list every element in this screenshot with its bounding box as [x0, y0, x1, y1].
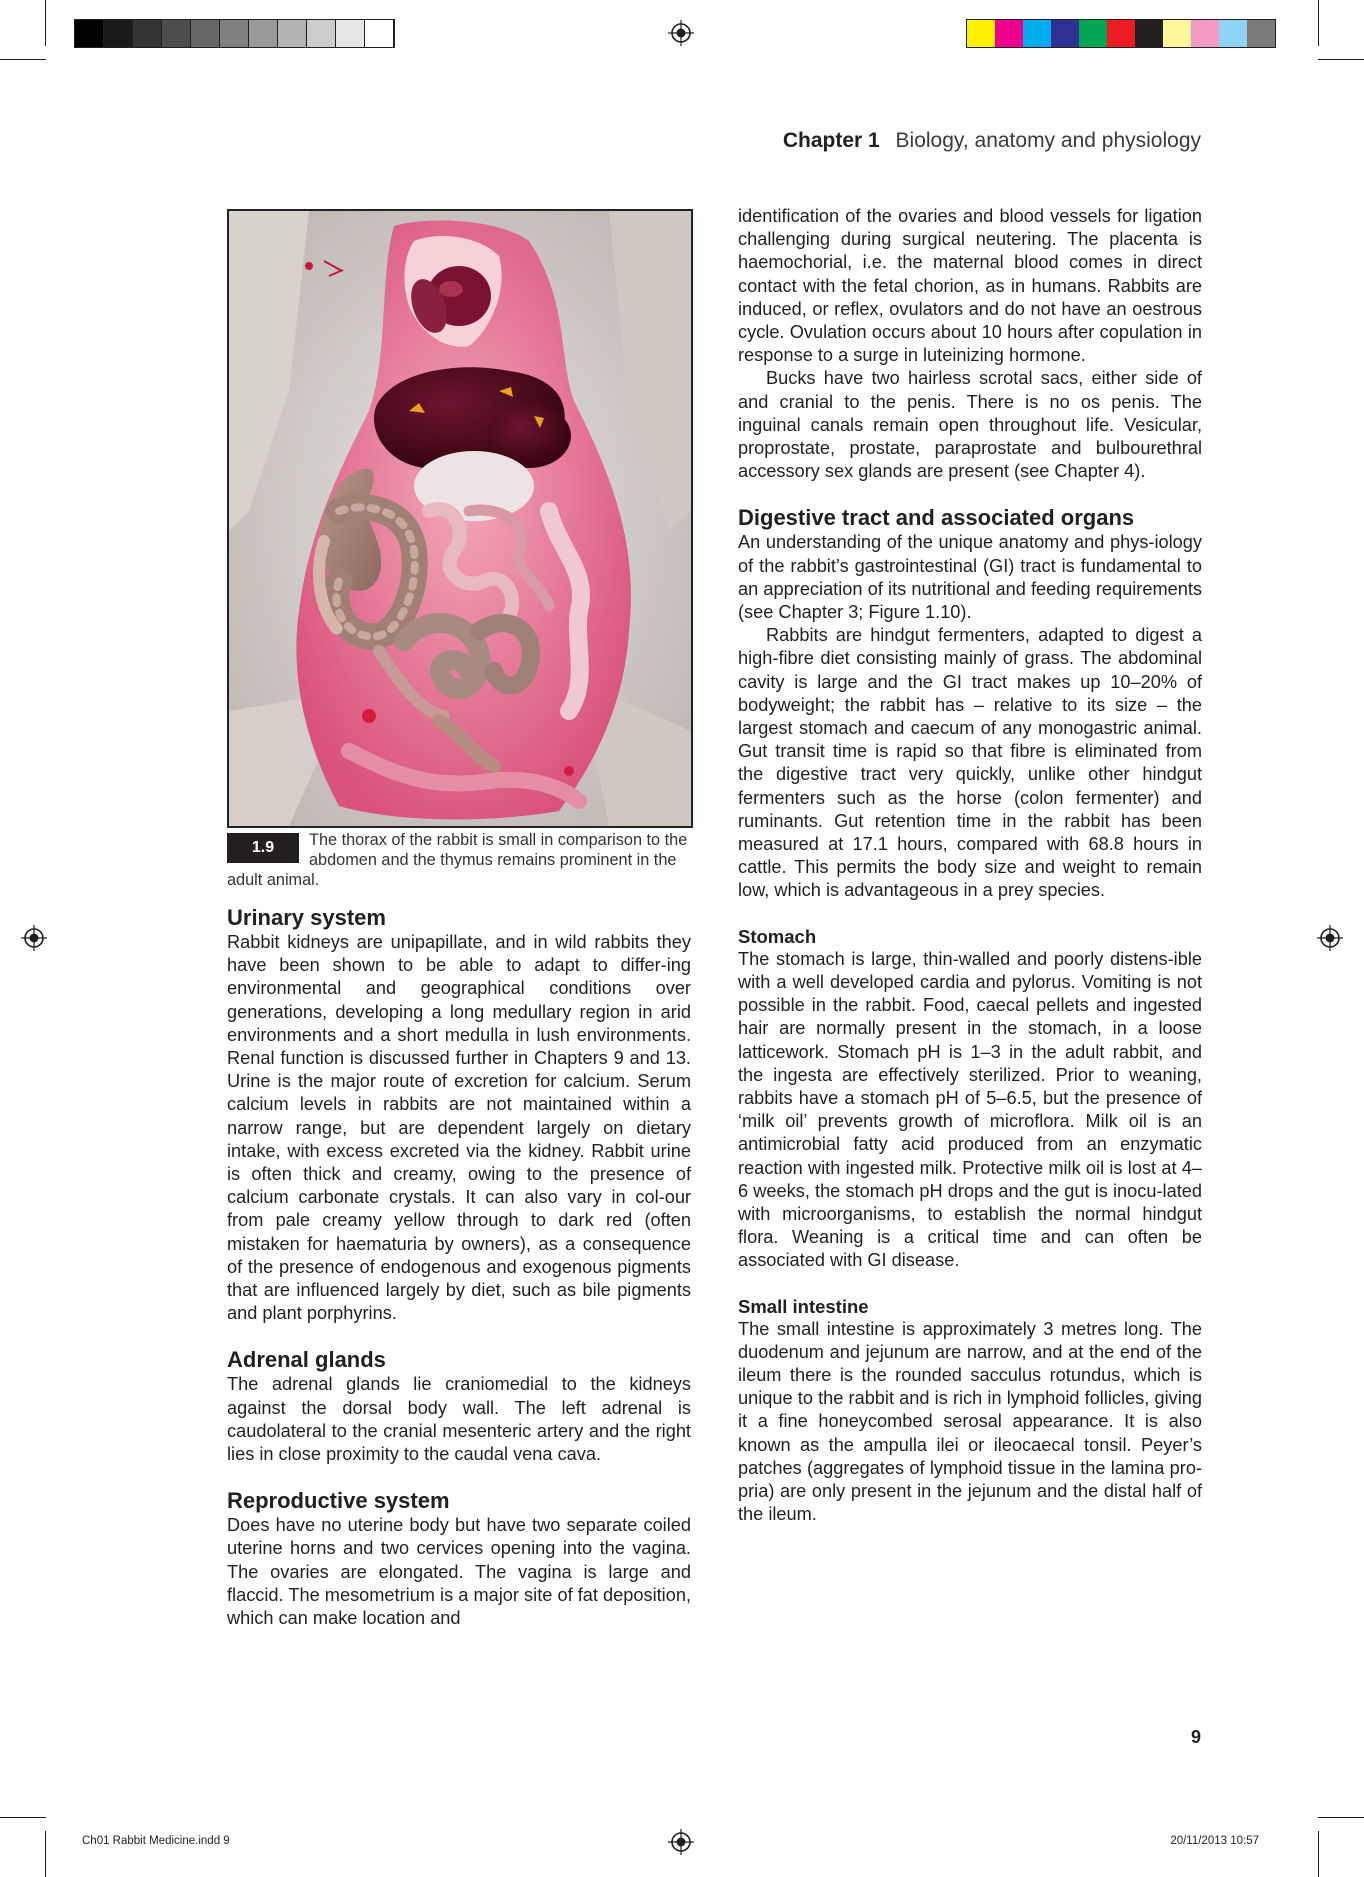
color-swatch — [1051, 20, 1079, 47]
crop-mark — [45, 0, 46, 46]
grey-swatch — [365, 20, 394, 47]
running-head — [783, 129, 1201, 153]
paragraph: Rabbit kidneys are unipapillate, and in wild rabbits they have been shown to be able to adapt to differ-ing environmental and geographical conditions over generations, developing a long medullary region in arid environments and a short medulla in lush environments. Renal function is discussed further in Chapters 9 and 13. Urine is the major route of excretion for calcium. Serum calcium levels in rabbits are not maintained within a narrow range, but are dependent largely on dietary intake, with excess excreted via the kidney. Rabbit urine is often thick and creamy, owing to the presence of calcium carbonate crystals. It can also vary in col-our from pale creamy yellow through to dark red (often mistaken for haematuria by owners), as a consequence of the presence of endogenous and exogenous pigments that are influenced largely by diet, such as bile pigments and plant porphyrins. — [227, 932, 691, 1324]
chapter-label: Chapter 1 — [782, 129, 880, 152]
grey-swatch — [75, 20, 104, 47]
left-column — [227, 905, 691, 1630]
section-heading-adrenal: Adrenal glands — [227, 1347, 386, 1373]
paragraph: Bucks have two hairless scrotal sacs, either side of and cranial to the penis. There is no os penis. The inguinal canals remain open throughout life. Vesicular, proprostate, prostate, paraprostate and bulbourethral accessory sex glands are present (see Chapter 4). — [738, 368, 1202, 482]
color-swatch — [1135, 20, 1163, 47]
grey-swatch — [278, 20, 307, 47]
crop-mark — [0, 59, 46, 60]
registration-mark-icon — [21, 925, 47, 951]
paragraph: An understanding of the unique anatomy and phys-iology of the rabbit’s gastrointestinal (GI) tract is fundamental to an appreciation of its nutritional and feeding requirements (see Chapter 3; Figure 1.10). — [738, 532, 1202, 623]
grey-swatch — [336, 20, 365, 47]
color-swatch — [1163, 20, 1191, 47]
paragraph: The adrenal glands lie craniomedial to the kidneys against the dorsal body wall. The left adrenal is caudolateral to the cranial mesenteric artery and the right lies in close proximity to the caudal vena cava. — [227, 1374, 691, 1465]
figure-caption — [227, 830, 693, 890]
greyscale-control-bar — [74, 19, 395, 48]
color-swatch — [1023, 20, 1051, 47]
color-swatch — [1107, 20, 1135, 47]
paragraph: Rabbits are hindgut fermenters, adapted to digest a high-fibre diet consisting mainly of grass. The abdominal cavity is large and the GI tract makes up 10–20% of bodyweight; the rabbit has – relative to its size – the largest stomach and caecum of any monogastric animal. Gut transit time is rapid so that fibre is eliminated from the digestive tract very quickly, unlike other hindgut fermenters such as the horse (colon fermenter) and ruminants. Gut retention time in the rabbit has been measured at 17.1 hours, compared with 68.8 hours in cattle. This permits the body size and weight to remain low, which is advantageous in a prey species. — [738, 625, 1202, 901]
color-control-bar — [966, 19, 1276, 48]
slug-date-info: 20/11/2013 10:57 — [1170, 1835, 1259, 1847]
section-heading-digestive: Digestive tract and associated organs — [738, 505, 1135, 531]
slug-file-info: Ch01 Rabbit Medicine.indd 9 — [82, 1835, 230, 1847]
subheading-stomach: Stomach — [738, 925, 817, 947]
crop-mark — [1318, 0, 1319, 46]
section-heading-reproductive: Reproductive system — [227, 1488, 450, 1514]
grey-swatch — [191, 20, 220, 47]
grey-swatch — [307, 20, 336, 47]
color-swatch — [1079, 20, 1107, 47]
subheading-small-intestine: Small intestine — [738, 1295, 869, 1317]
registration-mark-icon — [1317, 925, 1343, 951]
paragraph: identification of the ovaries and blood vessels for ligation challenging during surgical neutering. The placenta is haemochorial, i.e. the maternal blood comes in direct contact with the fetal chorion, as in humans. Rabbits are induced, or reflex, ovulators and do not have an oestrous cycle. Ovulation occurs about 10 hours after copulation in response to a surge in luteinizing hormone. — [738, 206, 1202, 366]
crop-mark — [1318, 1831, 1319, 1877]
chapter-title: Biology, anatomy and physiology — [895, 129, 1201, 152]
grey-swatch — [220, 20, 249, 47]
figure-number: 1.9 — [227, 833, 299, 863]
crop-mark — [45, 1831, 46, 1877]
registration-mark-icon — [668, 20, 694, 46]
paragraph: The stomach is large, thin-walled and poorly distens-ible with a well developed cardia and pylorus. Vomiting is not possible in the rabbit. Food, caecal pellets and ingested hair are normally present in the stomach, in a loose latticework. Stomach pH is 1–3 in the adult rabbit, and the ingesta are effectively sterilized. Prior to weaning, rabbits have a stomach pH of 5–6.5, but the presence of ‘milk oil’ prevents growth of microflora. Milk oil is an antimicrobial fatty acid produced from an enzymatic reaction with ingested milk. Protective milk oil is lost at 4–6 weeks, the stomach pH drops and the gut is inocu-lated with microorganisms, to establish the normal hindgut flora. Weaning is a critical time and can often be associated with GI disease. — [738, 948, 1202, 1271]
color-swatch — [967, 20, 995, 47]
color-swatch — [1247, 20, 1275, 47]
crop-mark — [1318, 59, 1364, 60]
registration-mark-icon — [668, 1829, 694, 1855]
figure-caption-text: The thorax of the rabbit is small in comparison to the abdomen and the thymus remains prominent in the adult animal. — [227, 831, 688, 889]
crop-mark — [1318, 1817, 1364, 1818]
color-swatch — [995, 20, 1023, 47]
color-swatch — [1191, 20, 1219, 47]
crop-mark — [0, 1817, 46, 1818]
paragraph: The small intestine is approximately 3 metres long. The duodenum and jejunum are narrow, and at the end of the ileum there is the rounded sacculus rotundus, which is unique to the rabbit and is rich in lymphoid follicles, giving it a fine honeycombed serosal appearance. It is also known as the ampulla ilei or ileocaecal tonsil. Peyer’s patches (aggregates of lymphoid tissue in the lamina pro-pria) are only present in the jejunum and the distal half of the ileum. — [738, 1318, 1202, 1525]
grey-swatch — [162, 20, 191, 47]
grey-swatch — [249, 20, 278, 47]
right-column — [738, 205, 1202, 1526]
figure-photo — [227, 209, 693, 828]
section-heading-urinary: Urinary system — [227, 905, 386, 930]
paragraph: Does have no uterine body but have two separate coiled uterine horns and two cervices opening into the vagina. The ovaries are elongated. The vagina is large and flaccid. The mesometrium is a major site of fat deposition, which can make location and — [227, 1515, 691, 1629]
color-swatch — [1219, 20, 1247, 47]
page-number: 9 — [1190, 1727, 1201, 1747]
grey-swatch — [104, 20, 133, 47]
grey-swatch — [133, 20, 162, 47]
rabbit-dissection-illustration — [229, 211, 691, 826]
